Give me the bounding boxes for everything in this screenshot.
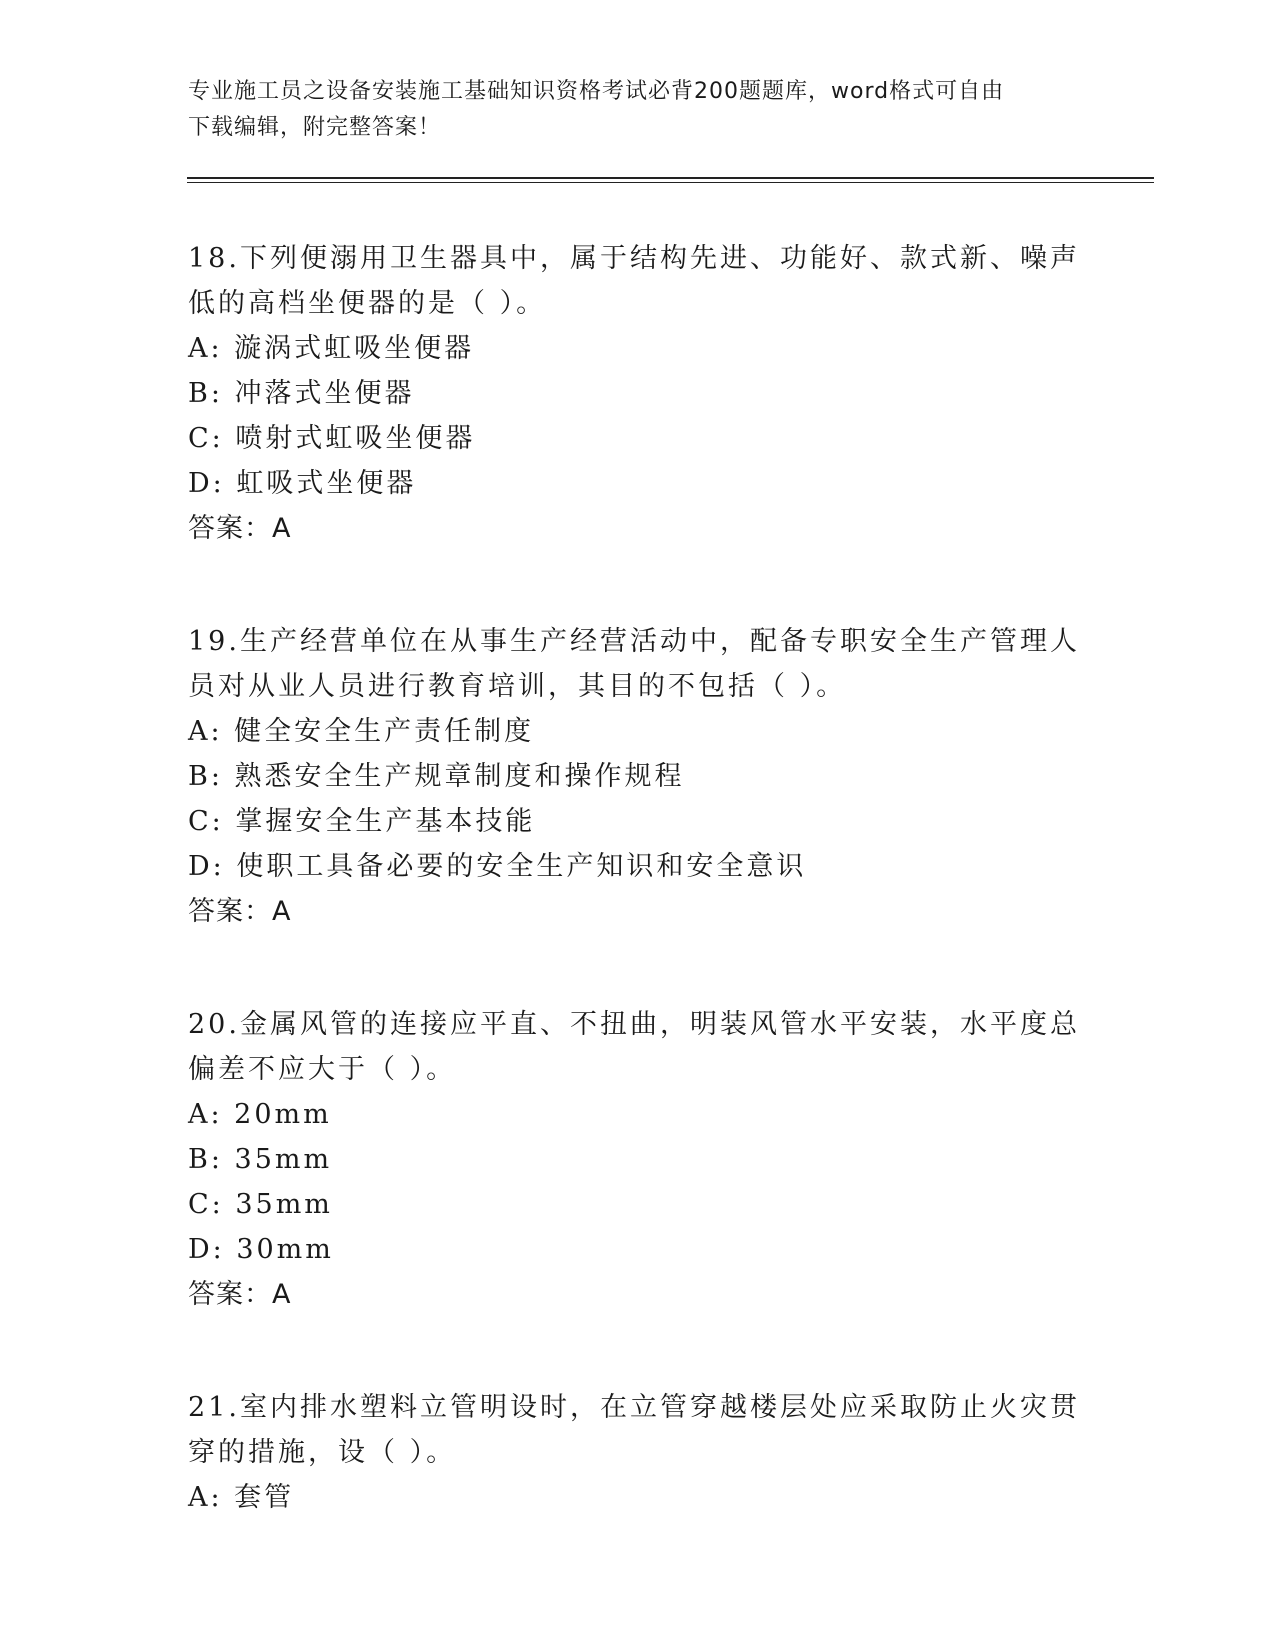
question-stem: 19.生产经营单位在从事生产经营活动中，配备专职安全生产管理人员对从业人员进行教育培训，其目的不包括（ ）。 bbox=[188, 626, 1080, 702]
answer: 答案：A bbox=[188, 1279, 292, 1310]
option-d: D: 30mm bbox=[188, 1234, 334, 1265]
question-20 bbox=[188, 1002, 1088, 1317]
option-a: A: 20mm bbox=[188, 1099, 332, 1130]
option-c: C: 35mm bbox=[188, 1189, 333, 1220]
header-line-1: 专业施工员之设备安装施工基础知识资格考试必背200题题库，word格式可自由 bbox=[188, 79, 1005, 104]
option-b: B: 冲落式坐便器 bbox=[188, 378, 415, 409]
option-d: D: 使职工具备必要的安全生产知识和安全意识 bbox=[188, 851, 807, 882]
question-stem: 20.金属风管的连接应平直、不扭曲，明装风管水平安装，水平度总偏差不应大于（ ）。 bbox=[188, 1009, 1080, 1085]
answer: 答案：A bbox=[188, 513, 292, 544]
question-list bbox=[188, 236, 1088, 1588]
header-divider-thick bbox=[187, 177, 1154, 179]
header-line-2: 下载编辑，附完整答案！ bbox=[188, 115, 442, 140]
option-d: D: 虹吸式坐便器 bbox=[188, 468, 417, 499]
option-b: B: 熟悉安全生产规章制度和操作规程 bbox=[188, 761, 685, 792]
header-divider-thin bbox=[187, 182, 1154, 183]
option-a: A: 漩涡式虹吸坐便器 bbox=[188, 333, 475, 364]
answer: 答案：A bbox=[188, 896, 292, 927]
option-b: B: 35mm bbox=[188, 1144, 333, 1175]
question-stem: 21.室内排水塑料立管明设时，在立管穿越楼层处应采取防止火灾贯穿的措施，设（ ）。 bbox=[188, 1392, 1080, 1468]
option-a: A: 健全安全生产责任制度 bbox=[188, 716, 535, 747]
option-a: A: 套管 bbox=[188, 1482, 295, 1513]
option-c: C: 掌握安全生产基本技能 bbox=[188, 806, 536, 837]
question-stem: 18.下列便溺用卫生器具中，属于结构先进、功能好、款式新、噪声低的高档坐便器的是（ ）。 bbox=[188, 243, 1080, 319]
question-19 bbox=[188, 619, 1088, 934]
option-c: C: 喷射式虹吸坐便器 bbox=[188, 423, 476, 454]
question-21 bbox=[188, 1385, 1088, 1520]
question-18 bbox=[188, 236, 1088, 551]
document-header bbox=[188, 74, 1088, 146]
